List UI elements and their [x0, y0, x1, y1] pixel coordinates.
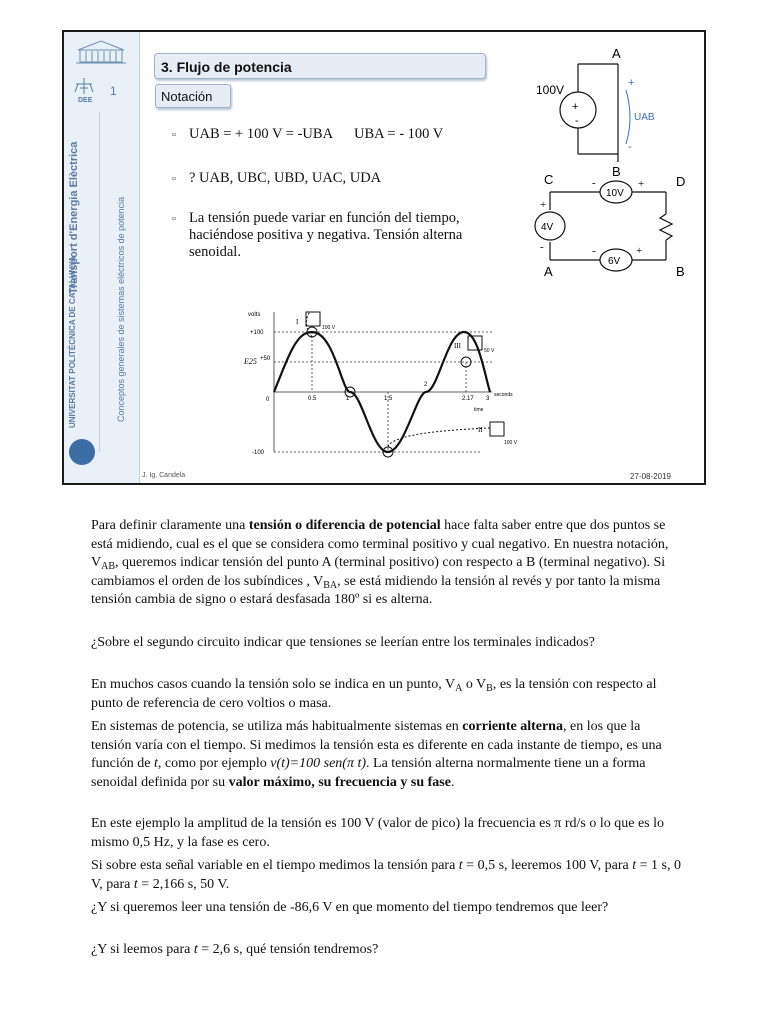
time-label: time: [474, 407, 484, 413]
bold-text: tensión o diferencia de potencial: [248, 518, 441, 533]
text-run: o V: [462, 677, 487, 692]
text-run: .: [450, 774, 455, 790]
section-label: Notación: [155, 84, 231, 108]
x-tick: 0.5: [308, 396, 317, 402]
meter-value: 100 V: [504, 440, 518, 446]
x-tick: 2.17: [462, 396, 474, 402]
circuit-diagram-2: [528, 170, 698, 280]
lecture-slide: [62, 30, 706, 485]
voltage-label: UAB: [634, 112, 655, 123]
sine-wave-graph: [242, 272, 522, 462]
paragraph: [91, 941, 681, 960]
paragraph: ¿Sobre el segundo circuito indicar que tensiones se leerían entre los terminales indicados?: [91, 635, 595, 650]
voltmeter-icon: [490, 422, 504, 436]
building-logo-icon: [74, 38, 128, 66]
italic-text: v(t)=100 sen(π t): [270, 756, 367, 771]
text-run: En muchos casos cuando la tensión solo se indica en un punto, V: [91, 677, 456, 692]
minus-sign: -: [575, 115, 579, 127]
text-run: . La tensión alterna normalmente tiene un a forma senoidal definida por su: [91, 756, 646, 790]
university-logo-icon: [69, 439, 95, 465]
x-axis-label: seconds: [494, 392, 513, 398]
university-name: UNIVERSITAT POLITÈCNICA DE CATALUNYA: [68, 256, 77, 428]
text-run: En sistemas de potencia, se utiliza más habitualmente sistemas en: [91, 719, 463, 734]
text-run: , como por ejemplo: [157, 756, 271, 771]
node-label: B: [612, 164, 621, 179]
source-value: 4V: [541, 222, 554, 233]
bullet-text: ? UAB, UBC, UBD, UAC, UDA: [189, 170, 382, 186]
italic-text: t: [153, 756, 158, 771]
voltage-arc: [626, 90, 630, 144]
bold-text: corriente alterna: [462, 719, 563, 734]
meter-value: 100 V: [322, 325, 336, 331]
node-label: C: [544, 172, 554, 187]
minus-sign: -: [540, 241, 544, 253]
plus-sign: +: [628, 77, 635, 89]
department-logo-icon: [70, 76, 98, 104]
slide-author: J. Ig. Candela: [142, 472, 186, 479]
paragraph: [91, 718, 681, 792]
minus-sign: -: [628, 141, 632, 153]
course-title: Transport d'Energia Elèctrica: [68, 141, 80, 294]
slide-date: 27-08-2019: [630, 472, 671, 481]
node-label: A: [612, 46, 621, 61]
italic-text: t: [133, 876, 138, 892]
italic-text: t: [458, 858, 463, 873]
annotation-label: I: [296, 318, 299, 326]
text-run: ¿Y si leemos para: [91, 942, 194, 957]
bullet-text: La tensión puede variar en función del tiempo, haciéndose positiva y negativa. Tensión alterna senoidal.: [189, 210, 463, 260]
node-label: D: [676, 174, 686, 189]
plus-sign: +: [636, 245, 643, 257]
text-run: Si sobre esta señal variable en el tiempo medimos la tensión para: [91, 858, 459, 873]
slide-title: 3. Flujo de potencia: [154, 53, 486, 79]
source-value: 100V: [536, 83, 565, 97]
circuit-diagram-1: [528, 46, 698, 179]
text-run: Para definir claramente una: [91, 518, 249, 533]
x-tick: 1.5: [384, 396, 393, 402]
plus-sign: +: [572, 101, 579, 113]
x-tick: 1: [346, 396, 350, 402]
subscript: AB: [101, 561, 116, 572]
e-label: E25: [244, 357, 257, 366]
italic-text: t: [632, 858, 637, 873]
subject-title: Conceptos generales de sistemas eléctricos de potencia: [116, 196, 126, 422]
y-tick: +50: [260, 356, 271, 362]
paragraph: ¿Y si queremos leer una tensión de -86,6 V en que momento del tiempo tendremos que leer?: [91, 900, 609, 915]
bold-text: valor máximo, su frecuencia y su fase: [228, 774, 451, 790]
node-label: A: [544, 264, 553, 279]
node-label: B: [676, 264, 685, 279]
bullet-marker-icon: ▫: [172, 213, 176, 225]
text-run: , en los que la tensión varía con el tiempo. Si medimos la tensión esta es diferente en cada instante de tiempo, es una función de: [91, 719, 662, 771]
bullet-marker-icon: ▫: [172, 129, 176, 141]
sidebar-divider: [99, 112, 100, 452]
annotation-label: III: [454, 342, 461, 350]
minus-sign: -: [592, 177, 596, 189]
text-run: hace falta saber entre que dos puntos se está midiendo, cual es el que se considera como terminal positivo y cual negativo. En nuestra notación, V: [91, 518, 669, 570]
text-run: = 1 s, 0 V, para: [91, 858, 681, 892]
minus-sign: -: [592, 245, 596, 257]
paragraph: En este ejemplo la amplitud de la tensión es 100 V (valor de pico) la frecuencia es π rd/s o lo que es lo mismo 0,5 Hz, y la fase es cero.: [91, 816, 664, 850]
bullet-marker-icon: ▫: [172, 173, 176, 185]
plus-sign: +: [540, 199, 547, 211]
text-run: = 2,166 s, 50 V.: [137, 876, 230, 892]
italic-text: t: [193, 942, 198, 957]
plus-sign: +: [638, 178, 645, 190]
department-logo-text: DEE: [78, 97, 93, 104]
source-value: 6V: [608, 256, 621, 267]
y-tick: -100: [252, 450, 265, 456]
source-value: 10V: [606, 188, 624, 199]
x-tick: 2: [424, 382, 428, 388]
y-axis-label: volts: [248, 312, 261, 318]
y-tick: 0: [266, 397, 270, 403]
subscript: A: [455, 683, 463, 694]
y-tick: +100: [250, 330, 264, 336]
paragraph: [91, 857, 681, 894]
paragraph: [91, 517, 681, 610]
x-tick: 3: [486, 396, 490, 402]
text-run: , es la tensión con respecto al punto de referencia de cero voltios o masa.: [91, 677, 657, 711]
slide-sidebar: [64, 32, 140, 483]
annotation-label: II: [478, 426, 483, 434]
bullet-text: UAB = + 100 V = -UBA UBA = - 100 V: [189, 126, 444, 142]
meter-value: 50 V: [484, 348, 495, 354]
text-run: = 0,5 s, leeremos 100 V, para: [462, 858, 633, 873]
subscript: BA: [323, 579, 338, 591]
text-run: , se está midiendo la tensión al revés y por tanto la misma tensión cambia de signo o estará desfasada 180º si es alterna.: [91, 573, 661, 607]
paragraph: [91, 676, 681, 713]
text-run: = 2,6 s, qué tensión tendremos?: [197, 942, 379, 957]
subscript: B: [486, 683, 493, 694]
text-run: , queremos indicar tensión del punto A (terminal positivo) con respecto a B (terminal negativo). Si cambiamos el orden de los subíndices , V: [91, 555, 666, 589]
slide-page-number: 1: [110, 84, 117, 98]
